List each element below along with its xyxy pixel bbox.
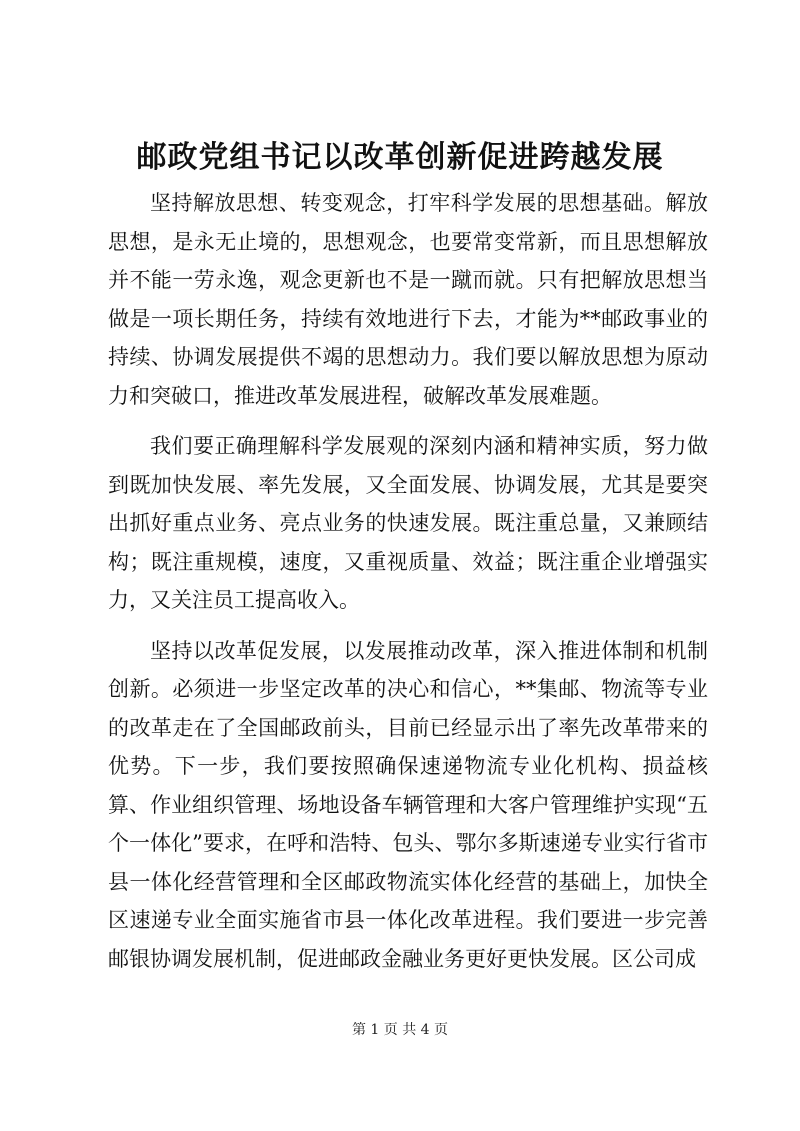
document-body (108, 184, 708, 990)
document-title: 邮政党组书记以改革创新促进跨越发展 (136, 140, 664, 175)
paragraph-2: 我们要正确理解科学发展观的深刻内涵和精神实质，努力做到既加快发展、率先发展，又全面发展、协调发展，尤其是要突出抓好重点业务、亮点业务的快速发展。既注重总量，又兼顾结构；既注重规模，速度，又重视质量、效益；既注重企业增强实力，又关注员工提高收入。 (108, 434, 708, 612)
paragraph-3: 坚持以改革促发展，以发展推动改革，深入推进体制和机制创新。必须进一步坚定改革的决心和信心，**集邮、物流等专业的改革走在了全国邮政前头，目前已经显示出了率先改革带来的优势。下一步，我们要按照确保速递物流专业化机构、损益核算、作业组织管理、场地设备车辆管理和大客户管理维护实现“五个一体化”要求，在呼和浩特、包头、鄂尔多斯速递专业实行省市县一体化经营管理和全区邮政物流实体化经营的基础上，加快全区速递专业全面实施省市县一体化改革进程。我们要进一步完善邮银协调发展机制，促进邮政金融业务更好更快发展。区公司成 (108, 638, 708, 971)
page-footer: 第 1 页 共 4 页 (351, 1022, 449, 1038)
paragraph-1: 坚持解放思想、转变观念，打牢科学发展的思想基础。解放思想，是永无止境的，思想观念，也要常变常新，而且思想解放并不能一劳永逸，观念更新也不是一蹴而就。只有把解放思想当做是一项长期任务，持续有效地进行下去，才能为**邮政事业的持续、协调发展提供不竭的思想动力。我们要以解放思想为原动力和突破口，推进改革发展进程，破解改革发展难题。 (108, 191, 708, 408)
